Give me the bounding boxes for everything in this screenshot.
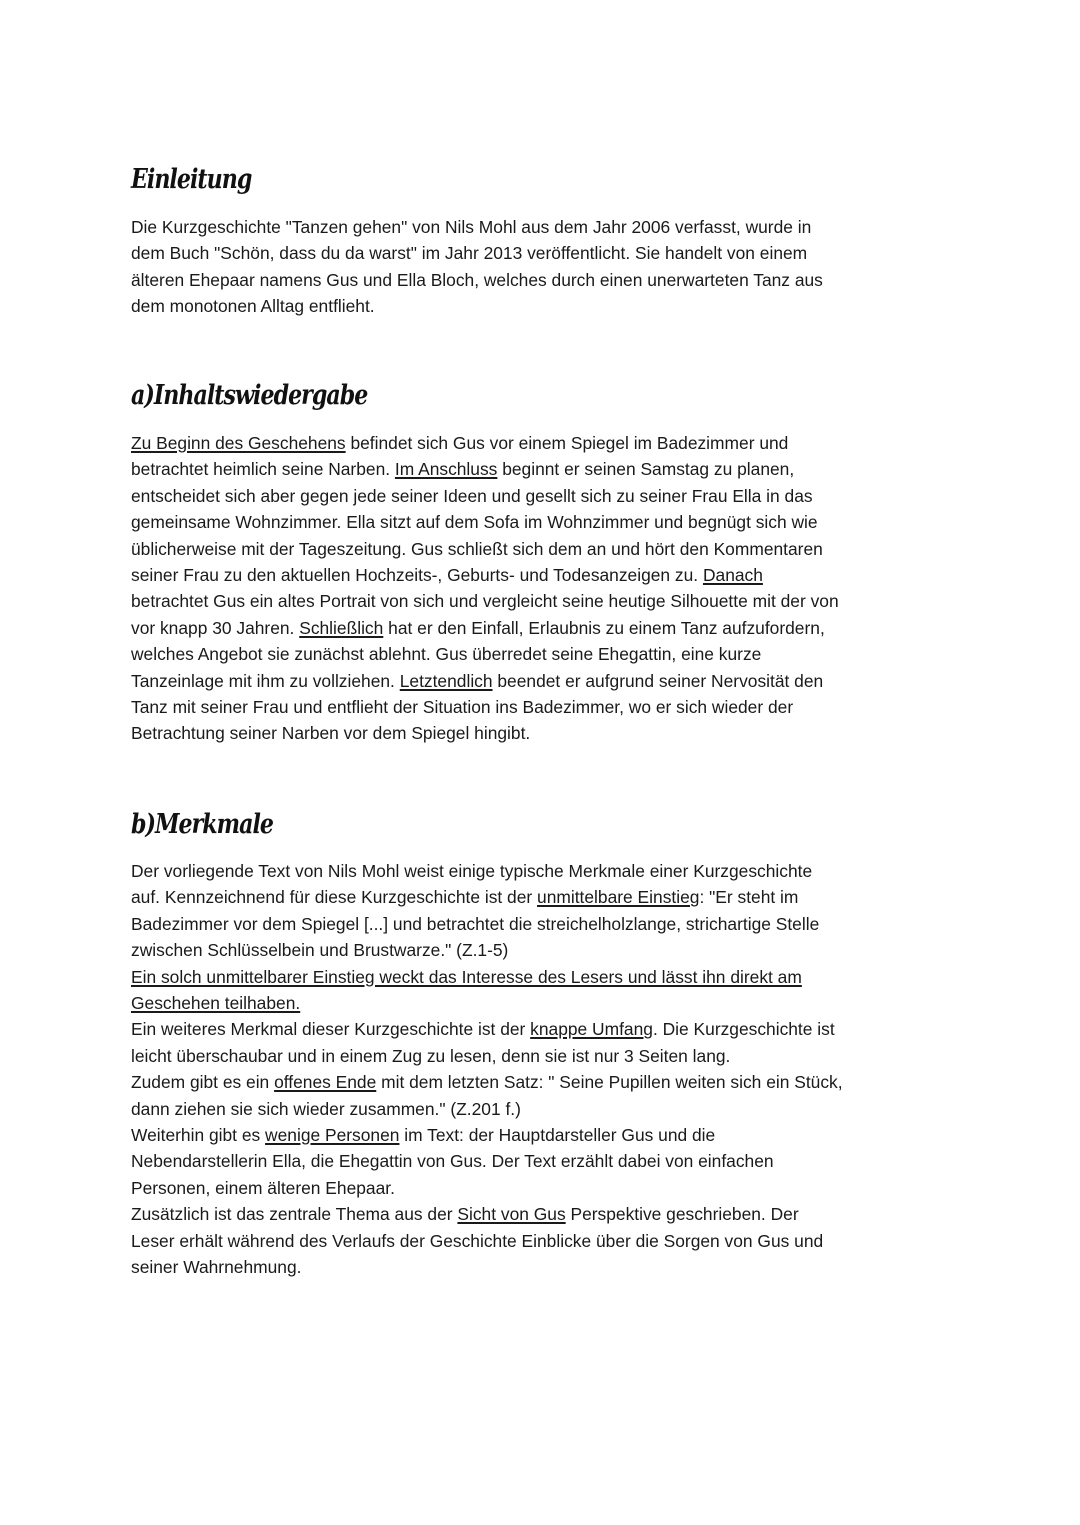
text-segment: Nebendarstellerin Ella, die Ehegattin von Gus. Der Text erzählt dabei von einfachen xyxy=(131,1151,774,1172)
text-line xyxy=(131,615,961,641)
text-segment: Zudem gibt es ein xyxy=(131,1072,275,1093)
text-segment: Zusätzlich ist das zentrale Thema aus der xyxy=(131,1204,458,1225)
text-line xyxy=(131,214,961,240)
text-line xyxy=(131,990,961,1016)
text-segment: vor knapp 30 Jahren. xyxy=(131,617,300,638)
text-segment: leicht überschaubar und in einem Zug zu lesen, denn sie ist nur 3 Seiten lang. xyxy=(131,1045,731,1066)
underlined-phrase: unmittelbare Einstieg xyxy=(537,887,700,908)
text-segment: Personen, einem älteren Ehepaar. xyxy=(131,1177,395,1198)
text-line xyxy=(131,694,961,720)
text-line xyxy=(131,562,961,588)
text-segment: befindet sich Gus vor einem Spiegel im Badezimmer und xyxy=(345,433,789,453)
text-line xyxy=(131,1175,961,1201)
text-segment: seiner Wahrnehmung. xyxy=(131,1257,302,1278)
text-segment: Ein weiteres Merkmal dieser Kurzgeschichte ist der xyxy=(131,1019,531,1040)
text-segment: betrachtet Gus ein altes Portrait von sich und vergleicht seine heutige Silhouette mit der von xyxy=(131,591,839,612)
text-line xyxy=(131,884,961,910)
underlined-phrase: Ein solch unmittelbarer Einstieg weckt das Interesse des Lesers und lässt ihn direkt am xyxy=(131,966,802,987)
underlined-phrase: Zu Beginn des Geschehens xyxy=(131,433,346,453)
text-line xyxy=(131,668,961,694)
text-line xyxy=(131,1069,961,1095)
underlined-phrase: Geschehen teilhaben. xyxy=(131,993,301,1014)
text-segment: gemeinsame Wohnzimmer. Ella sitzt auf dem Sofa im Wohnzimmer und begnügt sich wie xyxy=(131,512,818,533)
text-line xyxy=(131,1228,961,1254)
section-heading-merkmale: b)Merkmale xyxy=(131,809,273,840)
text-line xyxy=(131,1254,961,1280)
text-segment: im Text: der Hauptdarsteller Gus und die xyxy=(399,1125,716,1146)
paragraph-merkmale xyxy=(131,858,961,1281)
text-line xyxy=(131,483,961,509)
text-segment: Betrachtung seiner Narben vor dem Spiegel hingibt. xyxy=(131,723,531,744)
text-segment: Der vorliegende Text von Nils Mohl weist einige typische Merkmale einer Kurzgeschichte xyxy=(131,861,813,881)
text-segment: betrachtet heimlich seine Narben. xyxy=(131,459,395,480)
text-line xyxy=(131,456,961,482)
underlined-phrase: Im Anschluss xyxy=(394,459,498,480)
underlined-phrase: Letztendlich xyxy=(399,670,493,691)
text-line xyxy=(131,267,961,293)
text-segment: hat er den Einfall, Erlaubnis zu einem Tanz aufzufordern, xyxy=(383,617,825,638)
text-line xyxy=(131,430,961,456)
underlined-phrase: offenes Ende xyxy=(274,1072,377,1093)
text-segment: Tanz mit seiner Frau und entflieht der Situation ins Badezimmer, wo er sich wieder der xyxy=(131,697,794,718)
text-line xyxy=(131,911,961,937)
text-segment: beendet er aufgrund seiner Nervosität den xyxy=(492,670,824,691)
text-segment: dem monotonen Alltag entflieht. xyxy=(131,296,375,317)
text-segment: . Die Kurzgeschichte ist xyxy=(652,1019,835,1040)
underlined-phrase: wenige Personen xyxy=(265,1125,400,1146)
text-line xyxy=(131,1122,961,1148)
text-segment: Tanzeinlage mit ihm zu vollziehen. xyxy=(131,670,400,691)
section-heading-einleitung: Einleitung xyxy=(131,164,252,195)
text-segment: Weiterhin gibt es xyxy=(131,1125,266,1146)
text-line xyxy=(131,720,961,746)
text-segment: entscheidet sich aber gegen jede seiner Ideen und gesellt sich zu seiner Frau Ella in das xyxy=(131,485,813,506)
paragraph-inhaltswiedergabe xyxy=(131,430,961,747)
text-segment: mit dem letzten Satz: " Seine Pupillen weiten sich ein Stück, xyxy=(376,1072,843,1093)
text-segment: Leser erhält während des Verlaufs der Geschichte Einblicke über die Sorgen von Gus und xyxy=(131,1230,824,1251)
text-segment: welches Angebot sie zunächst ablehnt. Gus überredet seine Ehegattin, eine kurze xyxy=(131,644,762,665)
text-line xyxy=(131,1096,961,1122)
text-segment: : "Er steht im xyxy=(699,887,799,908)
text-line xyxy=(131,240,961,266)
text-segment: Badezimmer vor dem Spiegel [...] und betrachtet die streichelholzlange, strichartige Stelle xyxy=(131,913,820,934)
text-segment: dem Buch "Schön, dass du da warst" im Jahr 2013 veröffentlicht. Sie handelt von einem xyxy=(131,243,808,264)
text-line xyxy=(131,1201,961,1227)
underlined-phrase: Danach xyxy=(702,565,763,586)
text-segment: seiner Frau zu den aktuellen Hochzeits-, Geburts- und Todesanzeigen zu. xyxy=(131,565,703,586)
text-segment: zwischen Schlüsselbein und Brustwarze." (Z.1-5) xyxy=(131,940,509,961)
paragraph-einleitung xyxy=(131,214,961,320)
text-segment: Die Kurzgeschichte "Tanzen gehen" von Nils Mohl aus dem Jahr 2006 verfasst, wurde in xyxy=(131,217,812,237)
text-line xyxy=(131,1016,961,1042)
text-line xyxy=(131,509,961,535)
text-line xyxy=(131,937,961,963)
underlined-phrase: Sicht von Gus xyxy=(457,1204,566,1225)
text-line xyxy=(131,293,961,319)
section-heading-inhaltswiedergabe: a)Inhaltswiedergabe xyxy=(131,380,368,411)
text-line xyxy=(131,641,961,667)
underlined-phrase: knappe Umfang xyxy=(530,1019,653,1040)
text-segment: dann ziehen sie sich wieder zusammen." (Z.201 f.) xyxy=(131,1098,521,1119)
text-line xyxy=(131,536,961,562)
text-line xyxy=(131,588,961,614)
text-segment: Perspektive geschrieben. Der xyxy=(565,1204,799,1225)
text-segment: üblicherweise mit der Tageszeitung. Gus schließt sich dem an und hört den Kommentaren xyxy=(131,538,823,559)
text-line xyxy=(131,1043,961,1069)
text-line xyxy=(131,858,961,884)
text-line xyxy=(131,964,961,990)
text-segment: beginnt er seinen Samstag zu planen, xyxy=(497,459,795,480)
text-line xyxy=(131,1148,961,1174)
text-segment: auf. Kennzeichnend für diese Kurzgeschichte ist der xyxy=(131,887,538,908)
text-segment: älteren Ehepaar namens Gus und Ella Bloch, welches durch einen unerwarteten Tanz aus xyxy=(131,269,823,290)
underlined-phrase: Schließlich xyxy=(299,617,384,638)
